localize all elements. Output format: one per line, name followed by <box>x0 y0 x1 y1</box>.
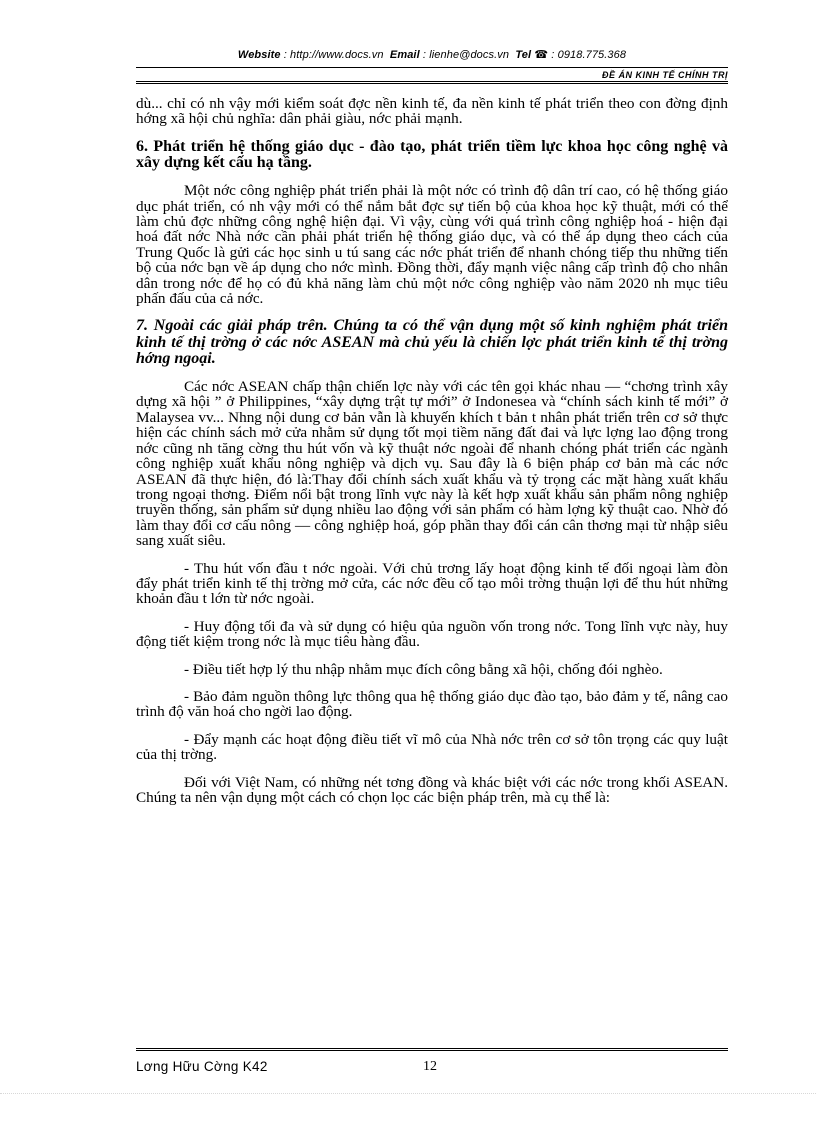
footer-line <box>136 1059 728 1077</box>
paragraph-education: Một nớc công nghiệp phát triển phải là một nớc có trình độ dân trí cao, có hệ thống giáo dục phát triển, có nh vậy mới có thể nắm bắt đợc sự tiến bộ của khoa học kỹ thuật, mới có thể làm chủ đợc những công nghệ hiện đại. Vì vậy, cùng với quá trình công nghiệp hoá - hiện đại hoá đất nớc Nhà nớc cần phải phát triển hệ thống giáo dục, và có thể áp dụng theo cách của Trung Quốc là gửi các học sinh u tú sang các nớc phát triển để nhanh chóng tiếp thu những tiến bộ của nớc bạn về áp dụng cho nớc mình. Đồng thời, đẩy mạnh việc nâng cấp trình độ cho nhân dân trong nớc để họ có đủ khả năng làm chủ một nớc công nghiệp vào năm 2020 nh mục tiêu phấn đấu của cả nớc. <box>136 182 728 308</box>
contact-line <box>136 48 728 61</box>
website-value[interactable]: : http://www.docs.vn <box>283 49 384 61</box>
page-body <box>136 96 728 805</box>
footer-double-rule <box>136 1048 728 1051</box>
list-item-income-regulation: - Điều tiết hợp lý thu nhập nhằm mục đích công bằng xã hội, chống đói nghèo. <box>184 660 663 678</box>
list-item-foreign-investment: - Thu hút vốn đầu t nớc ngoài. Với chủ trơng lấy hoạt động kinh tế đối ngoại làm đòn đẩy phát triển kinh tế thị trờng mở cửa, các nớc đều cố tạo môi trờng thuận lợi để thu hút những khoản đầu t lớn từ nớc ngoài. <box>136 559 728 608</box>
footer-author: Lơng Hữu Cờng K42 <box>136 1059 268 1074</box>
tel-value: ☎ : 0918.775.368 <box>534 49 627 61</box>
page-number: 12 <box>423 1059 437 1074</box>
email-label: Email <box>389 49 420 61</box>
tel-label: Tel <box>515 49 532 61</box>
email-value[interactable]: : lienhe@docs.vn <box>422 49 510 61</box>
list-item-macro-regulation: - Đẩy mạnh các hoạt động điều tiết vĩ mô của Nhà nớc trên cơ sở tôn trọng các quy luật của thị trờng. <box>136 730 728 764</box>
list-item-human-resources: - Bảo đảm nguồn thông lực thông qua hệ thống giáo dục đào tạo, bảo đảm y tế, nâng cao trình độ văn hoá cho ngời lao động. <box>136 687 728 721</box>
paragraph-vietnam: Đối với Việt Nam, có những nét tơng đồng và khác biệt với các nớc trong khối ASEAN. Chúng ta nên vận dụng một cách có chọn lọc các biện pháp trên, mà cụ thể là: <box>136 773 728 807</box>
page-header <box>136 48 728 84</box>
paragraph-asean: Các nớc ASEAN chấp thận chiến lợc này với các tên gọi khác nhau — “chơng trình xây dựng xã hội ” ở Philippines, “xây dựng trật tự mới” ở Indonesea và “chính sách kinh tế mới” ở Malaysea vv... Nhng nội dung cơ bản vẫn là khuyến khích t bản t nhân phát triển trên cơ sở thực hiện các chính sách mở cửa nhằm sử dụng tốt mọi tiềm năng đất đai và lực lợng lao động trong nớc cũng nh tăng cờng thu hút vốn và kỹ thuật nớc ngoài để nhanh chóng phát triển các ngành công nghiệp xuất khẩu nông nghiệp và dịch vụ. Sau đây là 6 biện pháp cơ bản mà các nớc ASEAN đã thực hiện, đó là:Thay đổi chính sách xuất khẩu và tỷ trọng các mặt hàng xuất khẩu trong ngoại thơng. Điểm nổi bật trong lĩnh vực này là kết hợp xuất khẩu sản phẩm nông nghiệp truyền thống, sản phẩm sử dụng nhiều lao động với sản phẩm có hàm lợng kỹ thuật cao. Nhờ đó làm thay đổi cơ cấu nông — công nghiệp hoá, góp phần thay đổi cán cân thơng mại từ nhập siêu sang xuất siêu. <box>136 378 728 550</box>
page-footer <box>136 1048 728 1077</box>
document-title: ĐỀ ÁN KINH TẾ CHÍNH TRỊ <box>602 70 728 80</box>
page-boundary <box>0 1093 816 1094</box>
website-label: Website <box>237 49 281 61</box>
section-heading-7: 7. Ngoài các giải pháp trên. Chúng ta có thể vận dụng một số kinh nghiệm phát triển kinh tế thị trờng ở các nớc ASEAN mà chủ yếu là chiến lợc phát triển kinh tế thị trờng hớng ngoại. <box>136 317 728 367</box>
list-item-domestic-capital: - Huy động tối đa và sử dụng có hiệu qủa nguồn vốn trong nớc. Tong lĩnh vực này, huy động tiết kiệm trong nớc là mục tiêu hàng đầu. <box>136 617 728 651</box>
section-heading-6: 6. Phát triển hệ thống giáo dục - đào tạo, phát triển tiềm lực khoa học công nghệ và xây dựng kết cấu hạ tầng. <box>136 137 728 172</box>
header-double-rule <box>136 81 728 84</box>
paragraph-continuation: dù... chỉ có nh vậy mới kiểm soát đợc nền kinh tế, đa nền kinh tế phát triển theo con đờng định hớng xã hội chủ nghĩa: dân phải giàu, nớc phải mạnh. <box>136 95 728 128</box>
header-rule <box>136 67 728 68</box>
